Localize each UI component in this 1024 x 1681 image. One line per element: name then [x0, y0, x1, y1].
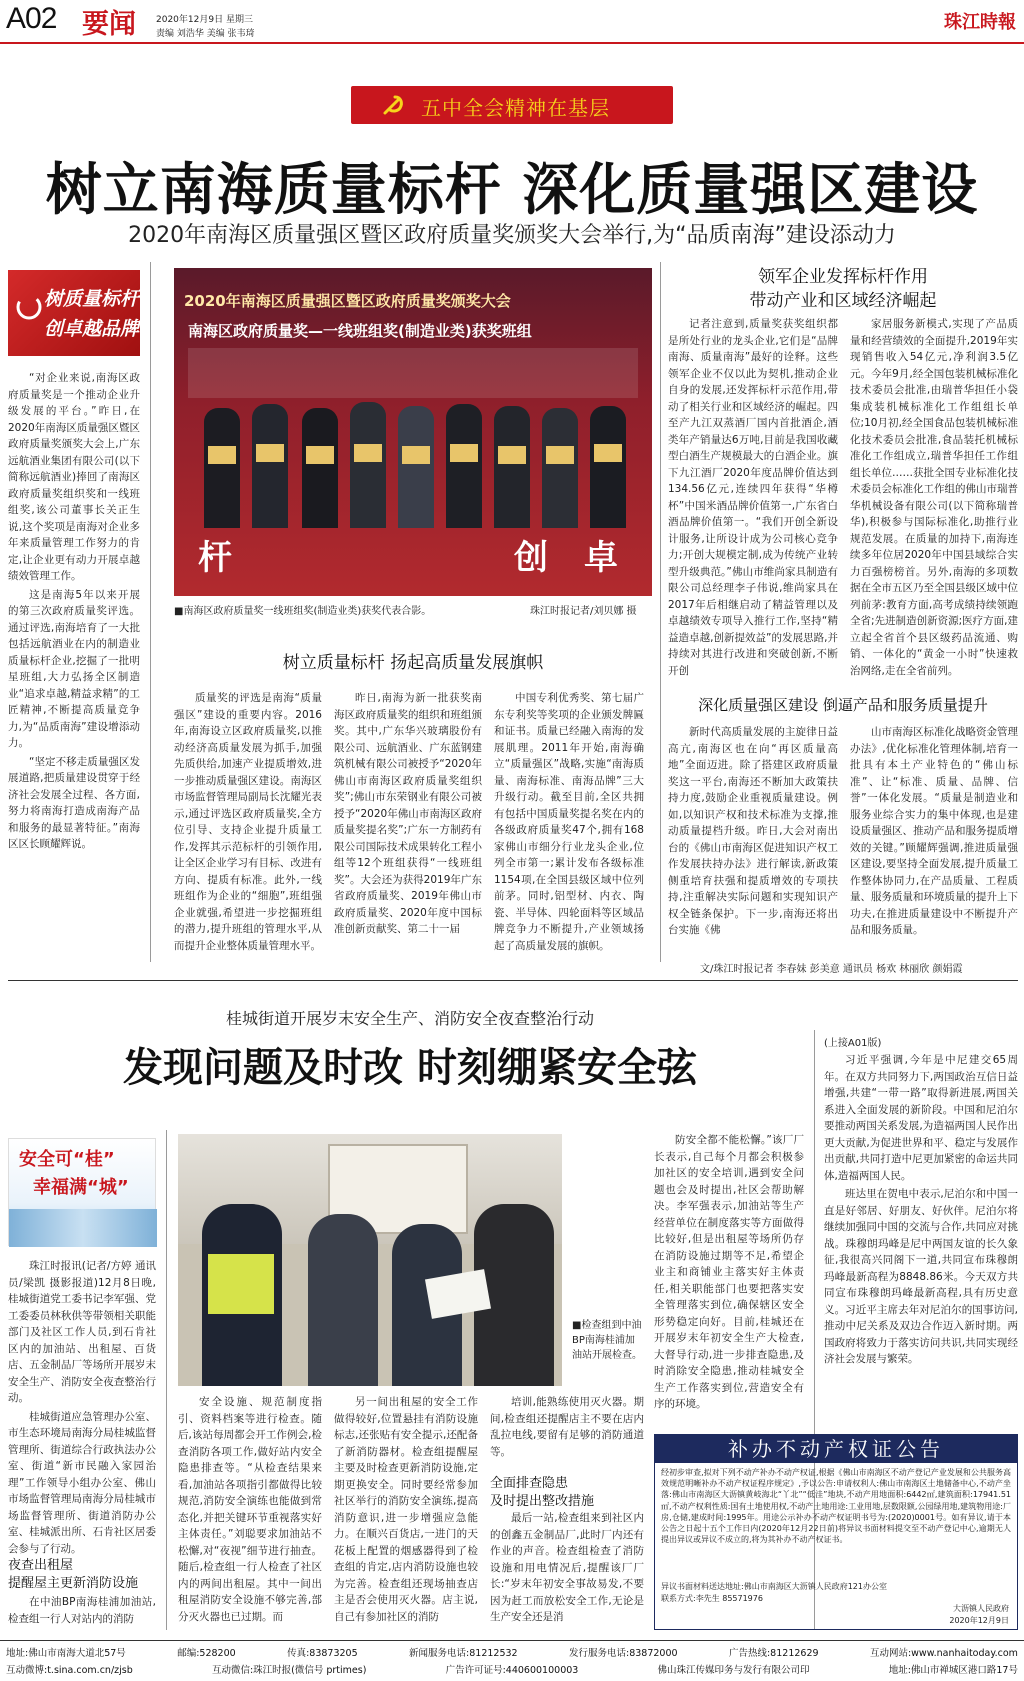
- section-name: 要闻: [82, 9, 136, 40]
- story-divider: [8, 980, 1018, 981]
- paragraph: 新时代高质量发展的主旋律日益高亢,南海区也在向“再区质量高地”全面迈进。除了搭建区政府质量奖这一平台,南海还不断加大政策扶持力度,鼓励企业重视质量建设。例如,以知识产权和技术标准为支撑,推动质量提档升级。昨日,大会对南出台的《佛山市南海区促进知识产权工作发展扶持办法》进行解读,新政策侧重培育扶强和提质增效的专项扶持,注重解决实际问题和实现知识产权全链条保护。下一步,南海还将出台实施《佛: [668, 726, 838, 936]
- notice-date: 2020年12月9日: [949, 1616, 1009, 1625]
- theme-banner: [351, 86, 673, 124]
- story1-byline: 文/珠江时报记者 李春妹 彭美意 通讯员 杨欢 林丽欣 颜娟霞: [700, 964, 963, 975]
- property-notice: [654, 1434, 1018, 1630]
- section-title: 带动产业和区域经济崛起: [749, 291, 937, 311]
- paragraph: 质量奖的评选是南海“质量强区”建设的重要内容。2016年,南海设立区政府质量奖,以推动经济高质量发展为抓手,加强先质供给,加速产业提质增效,进一步推动质量强区建设。南海区市场监督管理局副局长沈耀光表示,通过评选区政府质量奖,全方位引导、支持企业提升质量工作,发挥其示范标杆的引领作用,让全区企业学习有目标、改进有方向、提质有标准。此外,一线班组作为企业的“细胞”,班组强企业就强,希望进一步挖掘班组的潜力,提升班组的管理水平,从而提升企业整体质量管理水平。: [174, 692, 322, 952]
- notice-body: 经初步审查,拟对下列不动产补办不动产权证,根据《佛山市南海区不动产登记产业发展和公共服务高效规范明晰补办不动产权证程序规定》,予以公告:申请权利人:佛山市南海区土地储备中心,不动产坐落:佛山市南海区大沥镇黄岐海北“丫北”“低洼”地块,不动产用地面积:6442㎡,建筑面积:17941.51㎡,不动产权利性质:国有土地使用权,不动产土地用途:工业用地,层数限额,公园绿用地,建筑物用途:厂房,仓储,建成时间:1995年。用途公示补办不动产权证明书号为:(2020)0001号。如有异议,请于本公告之日起十五个工作日内(2020年12月22日前)将异议书面材料提交至不动产登记中心,逾期无人提出异议或异议不成立的,将为其补办不动产权证书。: [661, 1468, 1011, 1545]
- party-emblem-icon: [381, 93, 405, 117]
- story1-body-column-3: [494, 690, 644, 960]
- safety-badge: [8, 1138, 156, 1246]
- section-title: 树立质量标杆 扬起高质量发展旗帜: [282, 653, 544, 673]
- story1-right-column-4: [850, 724, 1018, 944]
- paragraph: 安全设施、规范制度指引、资料档案等进行检查。随后,该站每周都会开工作例会,检查消防各项工作,做好站内安全隐患排查等。“从检查结果来看,加油站各项指引都做得比较规范,消防安全演练也能做到常态化,并把关键环节重视落实好主体责任。”刘聪要求加油站不松懈,对“夜视”细节进行抽查。随后,检查组一行人检查了社区内的两间出租屋。其中一间出租屋消防安全设施不够完善,部分灭火器也已过期。而: [178, 1396, 322, 1623]
- column-divider: [150, 262, 151, 962]
- stage-char-2: 创: [514, 538, 548, 578]
- stage-char-1: 杆: [198, 538, 232, 578]
- story2-kicker: 桂城街道开展岁末安全生产、消防安全夜查整治行动: [225, 1009, 594, 1028]
- story2-right-column: [654, 1132, 804, 1432]
- story2-subhead: 提醒屋主更新消防设施: [8, 1576, 139, 1591]
- paragraph: 习近平强调,今年是中尼建交65周年。在双方共同努力下,两国政治互信日益增强,共建“一带一路”取得新进展,两国关系进入全面发展的新阶段。中国和尼泊尔要推动两国关系发展,为造福两国人民作出更大贡献,为促进世界和平、稳定与发展作出贡献,共同打造中尼更加紧密的命运共同体,造福两国人民。: [824, 1054, 1018, 1182]
- notice-signer: 大沥镇人民政府: [953, 1604, 1009, 1613]
- story1-headline: 树立南海质量标杆 深化质量强区建设: [45, 157, 979, 223]
- editors: 责编 刘浩华 美编 张韦琦: [156, 29, 255, 39]
- paragraph: 在中油BP南海桂浦加油站,检查组一行人对站内的消防: [8, 1596, 156, 1625]
- story1-subheadline: 2020年南海区质量强区暨区政府质量奖颁奖大会举行,为“品质南海”建设添动力: [128, 223, 896, 248]
- award-recipients: [194, 388, 634, 538]
- story2-left-column-tail: [8, 1594, 156, 1628]
- badge-line-1: 安全可“桂”: [19, 1149, 115, 1170]
- city-skyline: [9, 1209, 157, 1247]
- paragraph: 昨日,南海为新一批获奖南海区政府质量奖的组织和班组颁奖。其中,广东华兴玻璃股份有限公司、远航酒业、广东蓝钢建筑机械有限公司被授予“2020年佛山市南海区政府质量奖组织奖”;佛山市东荣钢业有限公司被授予“2020年佛山市南海区政府质量奖提名奖”;广东一方制药有限公司国际技术成果转化工程小组等12个班组获得“一线班组奖”。大会还为获得2019年广东省政府质量奖、2019年佛山市政府质量奖、2020年度中国标准创新贡献奖、第二十一届: [334, 692, 482, 935]
- story1-right-column-2: [850, 316, 1018, 677]
- footer-item: 邮编:528200: [177, 1648, 236, 1659]
- paragraph: 最后一站,检查组来到社区内的创鑫五金制品厂,此时厂内还有作业的声音。检查组检查了消防设施和用电情况后,提醒该厂厂长:“岁末年初安全事故易发,不要因为赶工而放松安全工作,无论是生产安全还是消: [490, 1512, 644, 1623]
- paragraph: 另一间出租屋的安全工作做得较好,位置悬挂有消防设施标志,还张贴有安全提示,还配备了新消防器材。检查组提醒屋主要及时检查更新消防设施,定期更换安全。同时要经常参加社区举行的消防安全演练,提高消防意识,进一步增强应急能力。在顺兴百货店,一进门的天花板上配置的烟感器得到了检查组的肯定,店内消防设施也较为完善。检查组还现场抽查店主是否会使用灭火器。店主说,自己有参加社区的消防: [334, 1396, 478, 1623]
- paper-logo: 珠江時報: [944, 12, 1016, 33]
- story2-body-column-1: [178, 1394, 322, 1632]
- footer-website[interactable]: 互动网站:www.nanhaitoday.com: [869, 1648, 1018, 1659]
- story2-body-column-4: [490, 1510, 644, 1632]
- story2-subhead: 及时提出整改措施: [490, 1494, 595, 1509]
- story2-body-column-3: [490, 1394, 644, 1462]
- footer-item: 广告许可证号:440600100003: [445, 1665, 579, 1676]
- banner-text: 五中全会精神在基层: [421, 96, 610, 120]
- paragraph: “坚定不移走质量强区发展道路,把质量建设贯穿于经济社会发展全过程、各方面,努力将南海打造成南海产品和服务的最显著特征。”南海区区长顾耀辉说。: [8, 755, 140, 850]
- paragraph: 防安全都不能松懈。”该厂厂长表示,自己每个月都会积极参加社区的安全培训,遇到安全问题也会及时提出,社区会帮助解决。李军强表示,加油站等生产经营单位在制度落实等方面做得比较好,但是出租屋等场所仍存在消防设施过期等不足,希望企业主和商铺业主落实好主体责任,相关职能部门也要把落实安全管理落实到位,确保辖区安全形势稳定向好。目前,桂城还在开展岁末年初安全生产大检查,大督导行动,进一步排查隐患,及时消除安全隐患,推动桂城安全生产工作落实到位,营造安全有序的环境。: [654, 1134, 804, 1410]
- story1-left-column: [8, 370, 140, 960]
- page-header: [0, 0, 1024, 46]
- section-title: 深化质量强区建设 倒逼产品和服务质量提升: [698, 696, 988, 714]
- paragraph: 中国专利优秀奖、第七届广东专利奖等奖项的企业颁发牌匾和证书。质量已经融入南海的发展肌理。2011年开始,南海确立“质量强区”战略,实施“南海质量、南海标准、南海品牌”三大升级行动。截至目前,全区共拥有包括中国质量奖提名奖在内的各级政府质量奖47个,拥有168家佛山市细分行业龙头企业,位列全市第一;累计发布各级标准1154项,在全国县级区域中位列前茅。同时,铝型材、内衣、陶瓷、半导体、四轮面料等区域品牌竞争力不断提升,产业领域扬起了高质量发展的旗帜。: [494, 692, 644, 952]
- photo-caption: ■南海区政府质量奖一线班组奖(制造业类)获奖代表合影。: [174, 606, 432, 617]
- paragraph: 桂城街道应急管理办公室、市生态环境局南海分局桂城监督管理所、街道综合行政执法办公室、街道“新市民融入家园治理”工作领导小组办公室、佛山市场监督管理局南海分局桂城市场监督管理所、街道消防办公室、桂城派出所、石肯社区居委会参与了行动。: [8, 1410, 156, 1555]
- photo-credit: 珠江时报记者/刘贝娜 摄: [530, 606, 637, 617]
- award-photo: [174, 268, 652, 596]
- badge-line-1: 树质量标杆: [44, 288, 140, 310]
- stage-screen-title: 2020年南海区质量强区暨区政府质量奖颁奖大会: [184, 292, 511, 310]
- column-divider: [660, 262, 661, 962]
- footer-item: 新闻服务电话:81212532: [409, 1648, 518, 1659]
- footer-item: 发行服务电话:83872000: [569, 1648, 678, 1659]
- story2-left-column: [8, 1258, 156, 1555]
- page-code: A02: [6, 2, 57, 35]
- story2-subhead: 夜查出租屋: [8, 1558, 74, 1573]
- story2-subhead: 全面排查隐患: [490, 1476, 569, 1491]
- paragraph: 珠江时报讯(记者/方婷 通讯员/梁凯 摄影报道)12月8日晚,桂城街道党工委书记李军强、党工委委员林秋供等带领相关职能部门及社区工作人员,到石肯社区内的加油站、出租屋、百货店、五金制品厂等场所开展岁末安全生产、消防安全夜查整治行动。: [8, 1260, 156, 1404]
- story1-body-column-1: [174, 690, 322, 960]
- footer-item: 广告热线:81212629: [728, 1648, 819, 1659]
- column-divider: [166, 1130, 167, 1630]
- footer-line-1: [6, 1645, 1018, 1659]
- stage-screen-subtitle: 南海区政府质量奖—一线班组奖(制造业类)获奖班组: [188, 322, 532, 340]
- badge-line-2: 幸福满“城”: [33, 1177, 129, 1198]
- badge-line-2: 创卓越品牌: [44, 318, 140, 340]
- footer-item: 传真:83873205: [287, 1648, 358, 1659]
- story2-headline: 发现问题及时改 时刻绷紧安全弦: [123, 1044, 697, 1091]
- header-rule: [0, 42, 1024, 44]
- notice-address: 异议书面材料送达地址:佛山市南海区大沥镇人民政府121办公室: [661, 1582, 887, 1591]
- section-title: 领军企业发挥标杆作用: [758, 267, 928, 287]
- footer-item: 地址:佛山市禅城区港口路17号: [888, 1665, 1018, 1676]
- paragraph: “对企业来说,南海区政府质量奖是一个推动企业升级发展的平台。”昨日,在2020年南海区质量强区暨区政府质量奖颁奖大会上,广东远航酒业集团有限公司(以下简称远航酒业)捧回了南海区政府质量奖组织奖和一线班组奖,该公司董事长关正生说,这个奖项是南海对企业多年来质量管理工作努力的肯定,让企业更有动力开展卓越绩效管理工作。: [8, 372, 140, 582]
- notice-contact: 联系方式:李先生 85571976: [661, 1594, 763, 1603]
- footer-item: 地址:佛山市南海大道北57号: [6, 1648, 126, 1659]
- paragraph: 班达里在贺电中表示,尼泊尔和中国一直是好邻居、好朋友、好伙伴。尼泊尔将继续加强同中国的交流与合作,共同应对挑战。珠穆朗玛峰是尼中两国友谊的长久象征,我很高兴同阁下一道,共同宣布珠穆朗玛峰最新高程为8848.86米。今天双方共同宣布珠穆朗玛峰最新高程,具有历史意义。习近平主席去年对尼泊尔的国事访问,推动中尼关系及双边合作迈入新时期。两国政府将致力于落实访问共识,共同实现经济社会发展与繁荣。: [824, 1188, 1018, 1365]
- footer-weibo[interactable]: 互动微博:t.sina.com.cn/zjsb: [6, 1665, 133, 1676]
- story1-body-column-2: [334, 690, 482, 960]
- footer-item: 佛山珠江传媒印务与发行有限公司印: [657, 1665, 810, 1676]
- story1-right-column-1: [668, 316, 838, 677]
- footer-line-2: [6, 1662, 1018, 1676]
- paragraph: 家居服务新模式,实现了产品质量和经营绩效的全面提升,2019年实现销售收入54亿元,净利润3.5亿元。今年9月,经全国包装机械标准化技术委员会批准,由瑞普华担任小袋集成装机械标准化工作组组长单位;10月初,经全国食品包装机械标准化技术委员会批准,食品装托机械标准化工作组成立,瑞普华担任工作组组长单位……获批全国专业标准化技术委员会标准化工作组的佛山市瑞普华机械设备有限公司(以下简称瑞普华),积极参与国际标准化,助推行业规范发展。在质量的加持下,南海连续多年位居2020年中国县域综合实力百强榜榜首。另外,南海的多项数据在全市五区乃至全国县级区域中位列前茅:教育方面,高考成绩持续领跑全省;先进制造创新资源;医疗方面,建立起全省首个县区级药品流通、购销、一体化的“黄金一小时”快速救治网络,走在全省前列。: [850, 318, 1018, 677]
- continued-from: (上接A01版): [824, 1038, 882, 1049]
- story1-right-column-3: [668, 724, 838, 944]
- story2-body-column-2: [334, 1394, 478, 1632]
- paragraph: 山市南海区标准化战略资金管理办法》,优化标准化管理体制,培育一批具有本土产业特色的“佛山标准”、让“标准、质量、品牌、信誉”一体化发展。“质量是制造业和服务业综合实力的集中体现,也是建设质量强区、推动产品和服务提质增效的关键。”顾耀辉强调,推进质量强区建设,要坚持全面发展,提升质量工作整体协同力,在产品质量、工程质量、服务质量和环境质量的提升上下功夫,在推进质量建设中不断提升产品和服务质量。: [850, 726, 1018, 936]
- photo-caption: ■检查组到中油BP南海桂浦加油站开展检查。: [572, 1320, 642, 1361]
- story3-column: [824, 1052, 1018, 1436]
- footer-item: 互动微信:珠江时报(微信号 prtimes): [211, 1665, 367, 1676]
- quality-badge: [8, 270, 140, 356]
- paragraph: 这是南海5年以来开展的第三次政府质量奖评选。通过评选,南海培育了一大批包括远航酒业在内的制造业质量标杆企业,挖掘了一批明星班组,大力弘扬全区制造业“追求卓越,精益求精”的工匠精神,不断提高质量竞争力,为“品质南海”建设增添动力。: [8, 588, 140, 749]
- footer-rule: [0, 1640, 1024, 1641]
- stage-char-3: 卓: [584, 538, 618, 578]
- badge-swirl-icon: [14, 292, 44, 322]
- inspection-photo: [178, 1134, 562, 1386]
- paragraph: 培训,能熟练使用灭火器。期间,检查组还提醒店主不要在店内乱拉电线,要留有足够的消防通道等。: [490, 1396, 644, 1458]
- issue-date: 2020年12月9日 星期三: [156, 15, 253, 25]
- notice-title: 补办不动产权证公告: [655, 1435, 1017, 1463]
- paragraph: 记者注意到,质量奖获奖组织都是所处行业的龙头企业,它们是“品牌南海、质量南海”最好的诠释。这些领军企业不仅以此为契机,推动企业自身的发展,还发挥标杆示范作用,带动了相关行业和区域经济的崛起。四至产九江双蒸酒厂国内首批酒企,酒类年产销量达6万吨,目前是我国收藏型白酒生产规模最大的白酒企业。旗下九江酒厂2020年度品牌价值达到134.56亿元,连续四年获得“华樽杯”中国米酒品牌价值第一,广东省白酒品牌价值第一。“我们开创全新设计服务,让所设计成为公司核心竞争力;开创大规模定制,成为传统产业转型升级典范。”佛山市维尚家具制造有限公司总经理李子伟说,维尚家具在2017年后相继启动了精益管理以及卓越绩效专项导入推行工作,坚持“精益造卓越,创新提效益”的发展思路,并持续对其进行改进和突破创新,不断开创: [668, 318, 838, 677]
